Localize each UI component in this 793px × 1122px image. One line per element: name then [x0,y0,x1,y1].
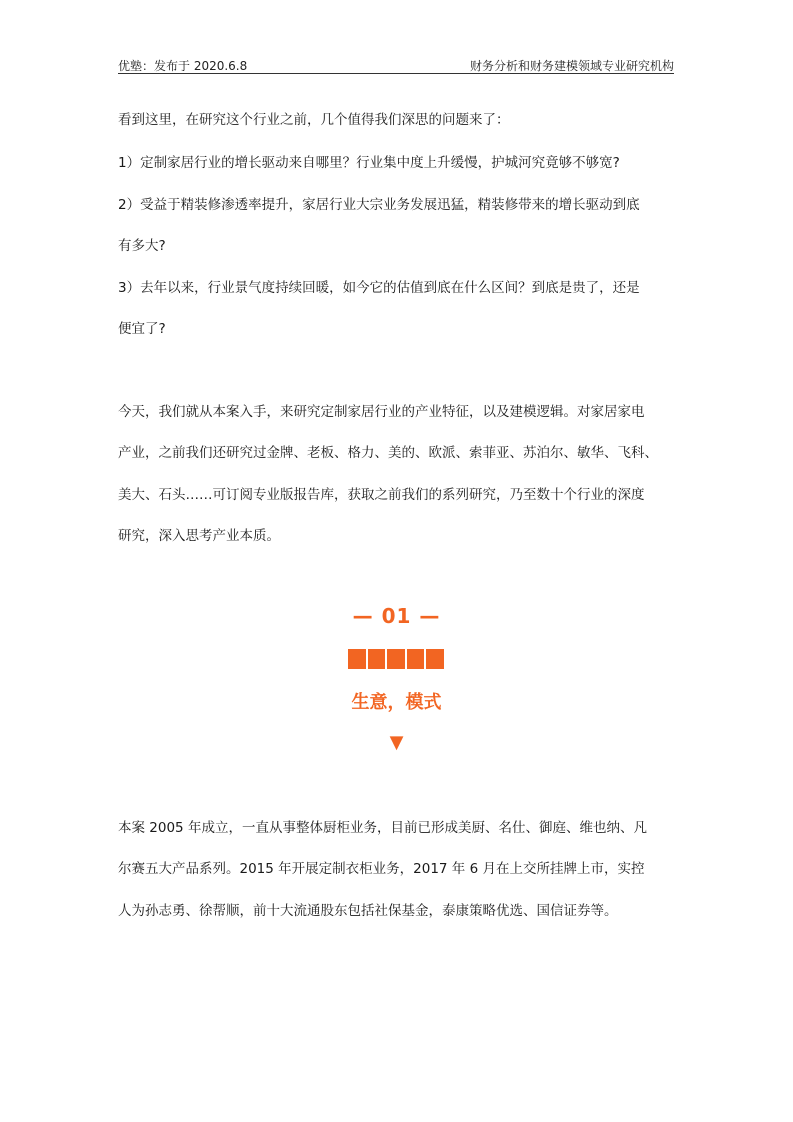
title-bar-block [368,649,386,669]
body-line: 人为孙志勇、徐帮顺，前十大流通股东包括社保基金，泰康策略优选、国信证券等。 [118,903,618,919]
page-header [118,55,674,75]
section-title: 生意，模式 [351,692,442,713]
intro-line: 3）去年以来，行业景气度持续回暖，如今它的估值到底在什么区间？到底是贵了，还是 [118,280,640,296]
body-line: 尔赛五大产品系列。2015 年开展定制衣柜业务，2017 年 6 月在上交所挂牌上市，实控 [118,861,645,877]
title-bar-block [348,649,366,669]
today-line: 美大、石头……可订阅专业版报告库，获取之前我们的系列研究，乃至数十个行业的深度 [118,487,645,503]
down-arrow-icon: ▼ [389,732,404,753]
header-publish-date: 优塾：发布于 2020.6.8 [118,59,248,73]
today-line: 产业，之前我们还研究过金牌、老板、格力、美的、欧派、索菲亚、苏泊尔、敏华、飞科、 [118,445,658,461]
intro-line: 看到这里，在研究这个行业之前，几个值得我们深思的问题来了： [118,112,510,128]
section-title-bar [348,649,444,669]
header-divider [118,73,674,74]
title-bar-block [387,649,405,669]
intro-line: 1）定制家居行业的增长驱动来自哪里？行业集中度上升缓慢，护城河究竟够不够宽? [118,155,620,171]
intro-line: 便宜了? [118,321,166,337]
title-bar-block [426,649,444,669]
section-number: — 01 — [352,604,441,628]
title-bar-block [407,649,425,669]
today-line: 今天，我们就从本案入手，来研究定制家居行业的产业特征，以及建模逻辑。对家居家电 [118,404,645,420]
body-line: 本案 2005 年成立，一直从事整体厨柜业务，目前已形成美厨、名仕、御庭、维也纳、凡 [118,820,647,836]
today-line: 研究，深入思考产业本质。 [118,528,280,544]
intro-line: 2）受益于精装修渗透率提升，家居行业大宗业务发展迅猛，精装修带来的增长驱动到底 [118,197,640,213]
header-org-tagline: 财务分析和财务建模领域专业研究机构 [469,59,674,73]
intro-line: 有多大? [118,238,166,254]
